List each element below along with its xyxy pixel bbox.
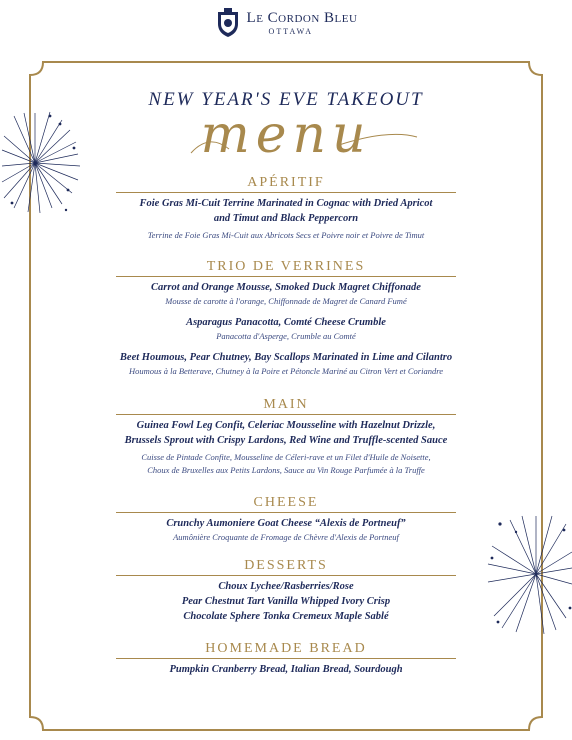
dish-name: Asparagus Panacotta, Comté Cheese Crumble [186, 317, 386, 328]
dish-name: Beet Houmous, Pear Chutney, Bay Scallops Marinated in Lime and Cilantro [119, 352, 453, 363]
section-divider [116, 575, 456, 576]
menu-script-title: menu [200, 105, 372, 165]
brand-city: OTTAWA [268, 26, 314, 36]
section-title: HOMEMADE BREAD [205, 641, 367, 656]
section-cheese [29, 495, 543, 544]
menu-heading: NEW YEAR'S EVE TAKEOUT [148, 89, 424, 110]
brand-name: Le Cordon Bleu [246, 9, 358, 26]
section-title: DESSERTS [244, 558, 328, 573]
dish-french: Houmous à la Betterave, Chutney à la Poire et Pétoncle Mariné au Citron Vert et Coriandre [129, 366, 443, 376]
dish-french: Panacotta d'Asperge, Crumble au Comté [216, 331, 356, 341]
dish-name: Choux Lychee/Rasberries/Rose [218, 581, 354, 592]
dish-name: Pear Chestnut Tart Vanilla Whipped Ivory Crisp [181, 596, 391, 607]
section-verrines [29, 259, 543, 378]
dish-name: Carrot and Orange Mousse, Smoked Duck Magret Chiffonade [151, 282, 421, 293]
flourish-icon [189, 123, 419, 163]
dish-french: Mousse de carotte à l'orange, Chiffonnade de Magret de Canard Fumé [165, 296, 407, 306]
dish-name: Guinea Fowl Leg Confit, Celeriac Mousseline with Hazelnut Drizzle, [136, 420, 436, 431]
dish-name: Chocolate Sphere Tonka Cremeux Maple Sablé [183, 611, 389, 622]
section-divider [116, 192, 456, 193]
section-divider [116, 414, 456, 415]
menu-content [29, 61, 543, 731]
logo [0, 8, 572, 48]
section-title: CHEESE [253, 495, 319, 510]
section-title: APÉRITIF [247, 175, 325, 190]
dish-french: Terrine de Foie Gras Mi-Cuit aux Abricots Secs et Poivre noir et Poivre de Timut [147, 230, 425, 240]
section-desserts [29, 558, 543, 624]
section-title: TRIO DE VERRINES [206, 259, 366, 274]
dish-name: Brussels Sprout with Crispy Lardons, Red Wine and Truffle-scented Sauce [124, 435, 448, 446]
crest-icon [215, 8, 241, 38]
section-aperitif [29, 175, 543, 242]
section-divider [116, 658, 456, 659]
dish-name: Pumpkin Cranberry Bread, Italian Bread, Sourdough [169, 664, 403, 675]
section-bread [29, 641, 543, 677]
dish-name: Crunchy Aumoniere Goat Cheese “Alexis de Portneuf” [166, 518, 406, 529]
section-divider [116, 512, 456, 513]
dish-french: Choux de Bruxelles aux Petits Lardons, Sauce au Vin Rouge Parfumée à la Truffe [147, 465, 425, 475]
dish-name: Foie Gras Mi-Cuit Terrine Marinated in Cognac with Dried Apricot [139, 198, 433, 209]
dish-french: Cuisse de Pintade Confite, Mousseline de Céleri-rave et un Filet d'Huile de Noisette, [141, 452, 431, 462]
section-title: MAIN [263, 397, 309, 412]
dish-french: Aumônière Croquante de Fromage de Chèvre d'Alexis de Portneuf [173, 532, 399, 542]
dish-name: and Timut and Black Peppercorn [213, 213, 359, 224]
section-divider [116, 276, 456, 277]
section-main [29, 397, 543, 477]
